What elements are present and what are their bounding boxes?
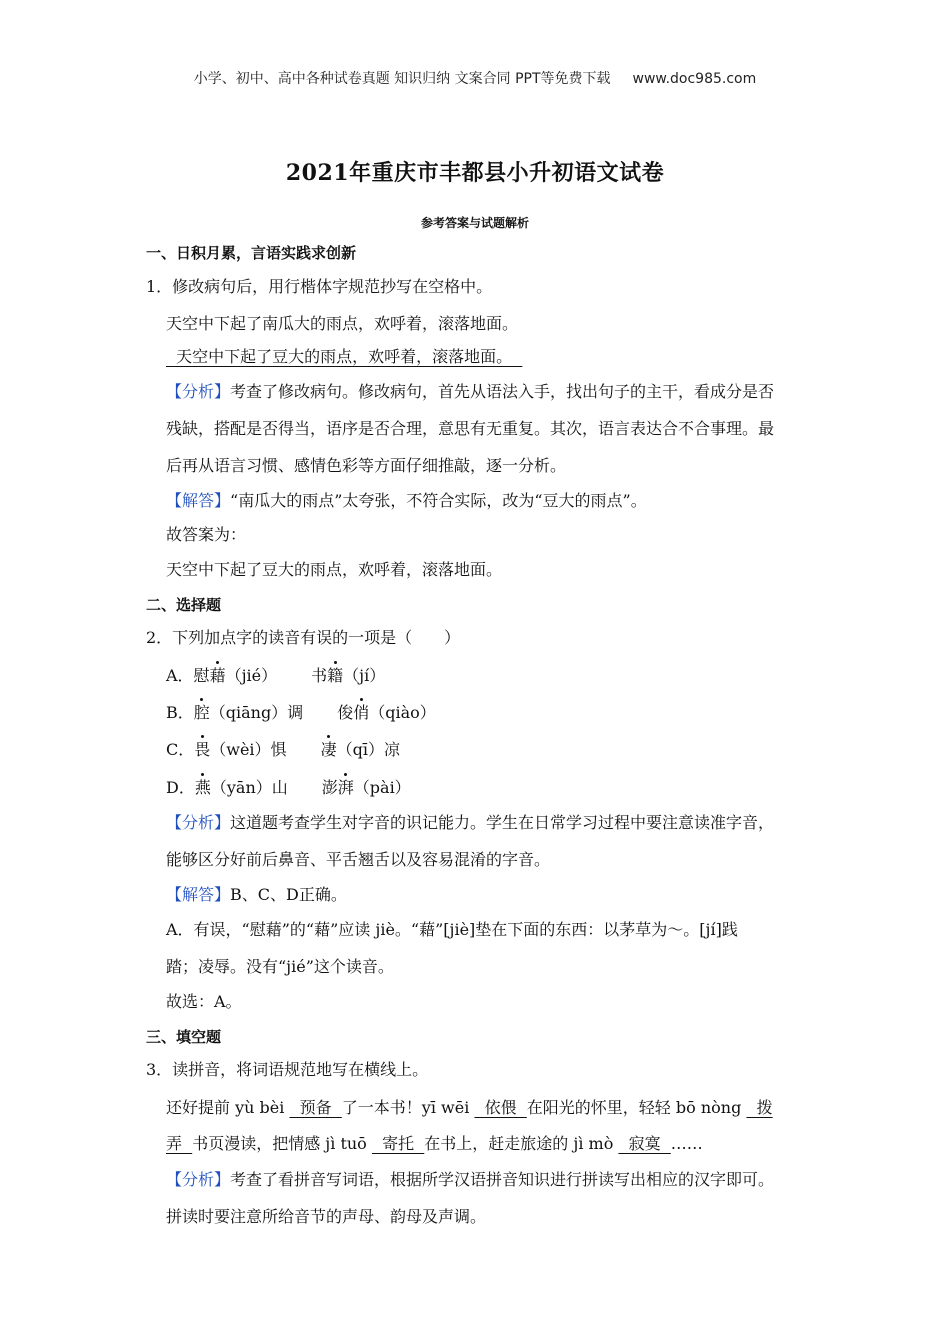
reading: （wèi）惧: [210, 740, 287, 759]
page-subtitle: 参考答案与试题解析: [420, 216, 529, 230]
page-title: 2021年重庆市丰都县小升初语文试卷: [285, 160, 665, 186]
reading: （pài）: [353, 778, 411, 797]
analysis-text: 考查了看拼音写词语，根据所学汉语拼音知识进行拼读写出相应的汉字即可。: [230, 1170, 775, 1189]
q1-analysis-line-2: 残缺，搭配是否得当，语序是否合理，意思有无重复。其次，语言表达合不合事理。最: [166, 419, 775, 438]
analysis-tag: 【分析】: [166, 813, 231, 832]
q2-choice: 故选：A。: [166, 992, 242, 1011]
reading: （jié）: [225, 666, 278, 685]
analysis-tag: 【分析】: [166, 1170, 231, 1189]
q3-blank-answer: 预备: [289, 1098, 342, 1117]
q3-line-1: [166, 1097, 773, 1119]
dotted-char: 俏: [353, 703, 370, 722]
word-prefix: 俊: [337, 703, 354, 722]
dotted-char: 腔: [193, 703, 210, 722]
question-3: 3．读拼音，将词语规范地写在横线上。: [146, 1060, 429, 1079]
option-b: [166, 702, 436, 724]
q3-text: 书页漫读，把情感 jì tuō: [192, 1134, 372, 1153]
dotted-char: 燕: [194, 778, 211, 797]
section-3-heading: 三、填空题: [146, 1028, 222, 1046]
question-1: 1．修改病句后，用行楷体字规范抄写在空格中。: [146, 277, 493, 296]
q3-line-2: [166, 1133, 703, 1155]
analysis-tag: 【分析】: [166, 382, 231, 401]
option-c: [166, 739, 400, 761]
header-text: 小学、初中、高中各种试卷真题 知识归纳 文案合同 PPT等免费下载: [193, 71, 611, 87]
dotted-char: 凄: [320, 740, 337, 759]
q3-blank-answer: 弄: [166, 1134, 193, 1153]
dotted-char: 畏: [194, 740, 211, 759]
solution-tag: 【解答】: [166, 491, 231, 510]
q1-sentence: 天空中下起了南瓜大的雨点，欢呼着，滚落地面。: [166, 314, 519, 333]
q3-text: 还好提前 yù bèi: [166, 1098, 290, 1117]
dotted-char: 藉: [209, 666, 226, 685]
q1-therefore: 故答案为：: [166, 525, 247, 544]
reading: （qiào）: [369, 703, 436, 722]
reading: （yān）山: [210, 778, 288, 797]
q2-solution: [166, 884, 347, 906]
q1-answer-line: 天空中下起了豆大的雨点，欢呼着，滚落地面。: [166, 347, 523, 366]
q3-analysis-line-1: [166, 1169, 774, 1191]
analysis-text: 这道题考查学生对字音的识记能力。学生在日常学习过程中要注意读准字音，: [230, 813, 775, 832]
option-a-prefix: A．慰: [166, 666, 210, 685]
q3-text: 在书上，赶走旅途的 jì mò: [424, 1134, 619, 1153]
option-d: [166, 777, 411, 799]
q1-final-answer: 天空中下起了豆大的雨点，欢呼着，滚落地面。: [166, 560, 503, 579]
q3-text: ……: [670, 1134, 703, 1153]
option-d-prefix: D．: [166, 778, 195, 797]
q1-analysis-line-3: 后再从语言习惯、感情色彩等方面仔细推敲，逐一分析。: [166, 456, 567, 475]
solution-tag: 【解答】: [166, 885, 231, 904]
solution-text: “南瓜大的雨点”太夸张，不符合实际，改为“豆大的雨点”。: [230, 491, 647, 510]
header-site: www.doc985.com: [632, 71, 757, 87]
option-a: [166, 665, 385, 687]
option-c-prefix: C．: [166, 740, 195, 759]
reading: （jí）: [343, 666, 386, 685]
dotted-char: 湃: [337, 778, 354, 797]
page-header: [0, 68, 950, 88]
q2-analysis-line-2: 能够区分好前后鼻音、平舌翘舌以及容易混淆的字音。: [166, 850, 551, 869]
section-2-heading: 二、选择题: [146, 596, 222, 614]
q1-analysis-line-1: [166, 381, 774, 403]
q1-solution: [166, 490, 647, 512]
q3-blank-answer: 依偎: [474, 1098, 527, 1117]
word-prefix: 书: [311, 666, 328, 685]
q2-analysis-line-1: [166, 812, 774, 834]
option-b-prefix: B．: [166, 703, 194, 722]
word-prefix: 澎: [321, 778, 338, 797]
q3-text: 了一本书！yī wēi: [341, 1098, 475, 1117]
analysis-text: 考查了修改病句。修改病句，首先从语法入手，找出句子的主干，看成分是否: [230, 382, 775, 401]
reading: （qiāng）调: [209, 703, 304, 722]
q3-blank-answer: 寂寞: [618, 1134, 671, 1153]
section-1-heading: 一、日积月累，言语实践求创新: [146, 244, 357, 262]
solution-text: B、C、D正确。: [230, 885, 347, 904]
q2-detail-line-2: 踏；凌辱。没有“jié”这个读音。: [166, 957, 394, 976]
q3-blank-answer: 拨: [746, 1098, 773, 1117]
dotted-char: 籍: [327, 666, 344, 685]
q3-analysis-line-2: 拼读时要注意所给音节的声母、韵母及声调。: [166, 1207, 487, 1226]
q3-text: 在阳光的怀里，轻轻 bō nòng: [526, 1098, 747, 1117]
q2-detail-line-1: A．有误，“慰藉”的“藉”应读 jiè。“藉”[jiè]垫在下面的东西：以茅草为～。[jí]践: [166, 920, 738, 939]
reading: （qī）凉: [336, 740, 400, 759]
q3-blank-answer: 寄托: [371, 1134, 425, 1153]
question-2: 2．下列加点字的读音有误的一项是（ ）: [146, 628, 461, 647]
